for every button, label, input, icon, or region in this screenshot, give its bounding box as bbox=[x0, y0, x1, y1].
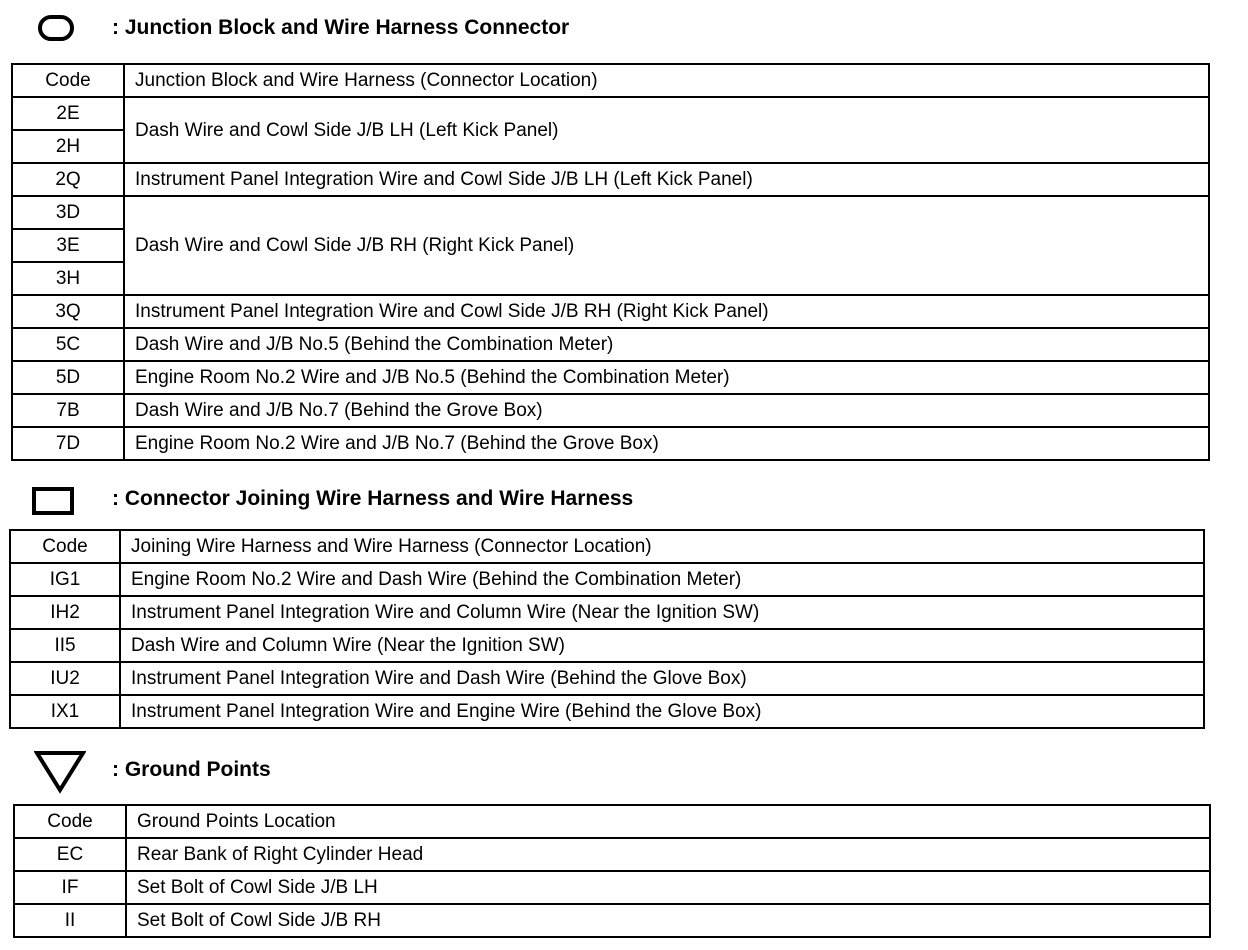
column-header-description: Ground Points Location bbox=[126, 805, 1210, 838]
description-cell: Instrument Panel Integration Wire and Cowl Side J/B LH (Left Kick Panel) bbox=[124, 163, 1209, 196]
table-row bbox=[12, 295, 1209, 328]
code-cell: 3E bbox=[12, 229, 124, 262]
table-row bbox=[12, 361, 1209, 394]
table-row bbox=[14, 904, 1210, 937]
square-icon bbox=[32, 487, 74, 515]
code-cell: II bbox=[14, 904, 126, 937]
description-cell: Engine Room No.2 Wire and J/B No.7 (Behind the Grove Box) bbox=[124, 427, 1209, 460]
description-cell: Instrument Panel Integration Wire and Dash Wire (Behind the Glove Box) bbox=[120, 662, 1204, 695]
ground-points-table bbox=[13, 804, 1211, 938]
column-header-description: Junction Block and Wire Harness (Connector Location) bbox=[124, 64, 1209, 97]
table-row bbox=[14, 871, 1210, 904]
table-row bbox=[10, 695, 1204, 728]
table-row bbox=[14, 838, 1210, 871]
description-cell: Engine Room No.2 Wire and J/B No.5 (Behind the Combination Meter) bbox=[124, 361, 1209, 394]
section-title: : Ground Points bbox=[112, 758, 271, 781]
code-cell: II5 bbox=[10, 629, 120, 662]
description-cell: Instrument Panel Integration Wire and Engine Wire (Behind the Glove Box) bbox=[120, 695, 1204, 728]
table-row bbox=[12, 196, 1209, 229]
description-cell: Dash Wire and Cowl Side J/B RH (Right Kick Panel) bbox=[124, 196, 1209, 295]
table-row bbox=[10, 629, 1204, 662]
description-cell: Set Bolt of Cowl Side J/B LH bbox=[126, 871, 1210, 904]
column-header-code: Code bbox=[14, 805, 126, 838]
section-junction-block-header bbox=[0, 10, 1248, 44]
description-cell: Instrument Panel Integration Wire and Column Wire (Near the Ignition SW) bbox=[120, 596, 1204, 629]
code-cell: IG1 bbox=[10, 563, 120, 596]
code-cell: IU2 bbox=[10, 662, 120, 695]
code-cell: 2H bbox=[12, 130, 124, 163]
table-header-row bbox=[12, 64, 1209, 97]
code-cell: EC bbox=[14, 838, 126, 871]
code-cell: 7B bbox=[12, 394, 124, 427]
description-cell: Rear Bank of Right Cylinder Head bbox=[126, 838, 1210, 871]
column-header-code: Code bbox=[12, 64, 124, 97]
section-title: : Junction Block and Wire Harness Connector bbox=[112, 16, 570, 39]
table-row bbox=[10, 662, 1204, 695]
section-title: : Connector Joining Wire Harness and Wire Harness bbox=[112, 487, 634, 510]
description-cell: Instrument Panel Integration Wire and Cowl Side J/B RH (Right Kick Panel) bbox=[124, 295, 1209, 328]
junction-block-table bbox=[11, 63, 1210, 461]
description-cell: Dash Wire and J/B No.7 (Behind the Grove Box) bbox=[124, 394, 1209, 427]
code-cell: 2Q bbox=[12, 163, 124, 196]
table-row bbox=[12, 427, 1209, 460]
code-cell: IX1 bbox=[10, 695, 120, 728]
code-cell: 5D bbox=[12, 361, 124, 394]
code-cell: IF bbox=[14, 871, 126, 904]
code-cell: 7D bbox=[12, 427, 124, 460]
code-cell: IH2 bbox=[10, 596, 120, 629]
description-cell: Set Bolt of Cowl Side J/B RH bbox=[126, 904, 1210, 937]
description-cell: Dash Wire and Cowl Side J/B LH (Left Kick Panel) bbox=[124, 97, 1209, 163]
code-cell: 3D bbox=[12, 196, 124, 229]
column-header-description: Joining Wire Harness and Wire Harness (Connector Location) bbox=[120, 530, 1204, 563]
column-header-code: Code bbox=[10, 530, 120, 563]
code-cell: 3Q bbox=[12, 295, 124, 328]
description-cell: Dash Wire and Column Wire (Near the Ignition SW) bbox=[120, 629, 1204, 662]
section-connector-joining-header bbox=[0, 481, 1248, 515]
table-row bbox=[10, 596, 1204, 629]
description-cell: Engine Room No.2 Wire and Dash Wire (Behind the Combination Meter) bbox=[120, 563, 1204, 596]
code-cell: 3H bbox=[12, 262, 124, 295]
table-header-row bbox=[14, 805, 1210, 838]
table-row bbox=[10, 563, 1204, 596]
code-cell: 5C bbox=[12, 328, 124, 361]
table-row bbox=[12, 394, 1209, 427]
section-ground-points-header bbox=[0, 752, 1248, 786]
table-header-row bbox=[10, 530, 1204, 563]
triangle-down-icon bbox=[34, 750, 86, 794]
table-row bbox=[12, 97, 1209, 130]
code-cell: 2E bbox=[12, 97, 124, 130]
table-row bbox=[12, 163, 1209, 196]
connector-joining-table bbox=[9, 529, 1205, 729]
table-row bbox=[12, 328, 1209, 361]
description-cell: Dash Wire and J/B No.5 (Behind the Combination Meter) bbox=[124, 328, 1209, 361]
rounded-rectangle-icon bbox=[38, 15, 74, 41]
